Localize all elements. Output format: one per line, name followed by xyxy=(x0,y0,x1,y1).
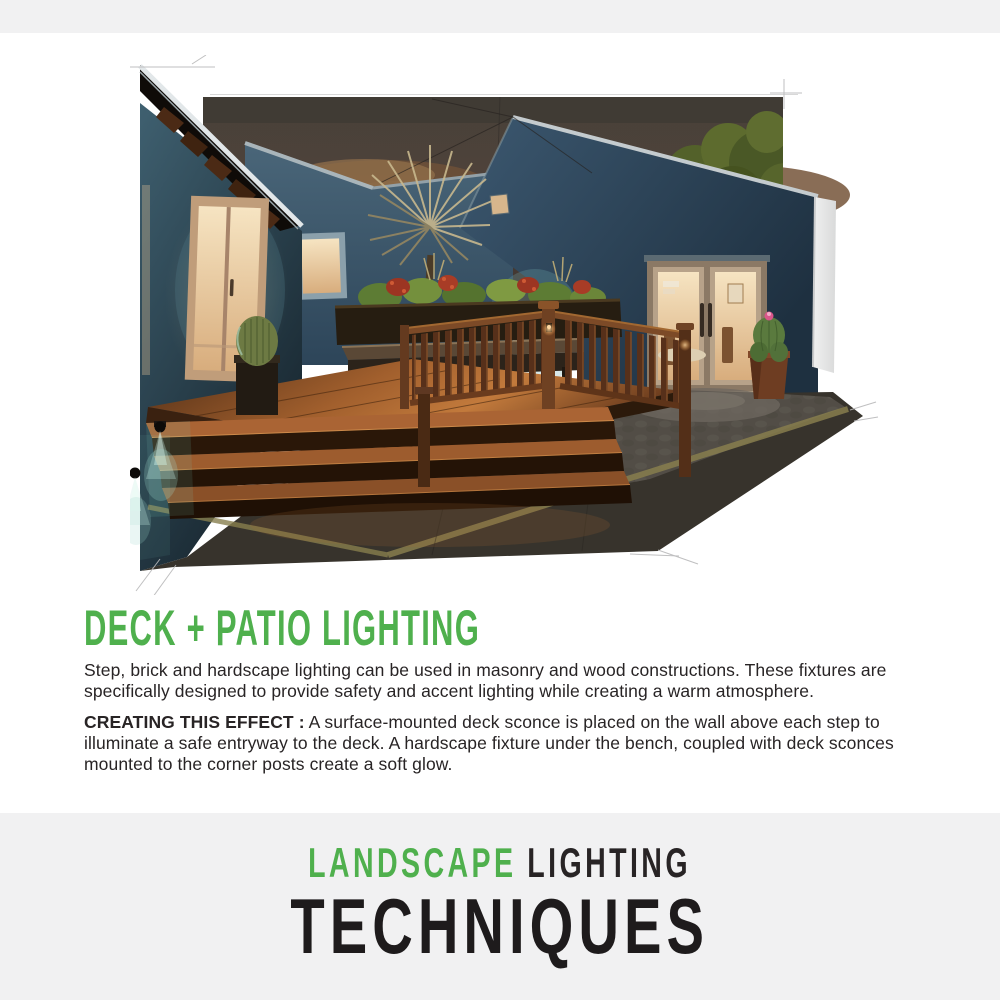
intro-paragraph: Step, brick and hardscape lighting can be used in masonry and wood constructions. These fixtures are specifically designed to provide safety and accent lighting while creating a warm atmosphere. xyxy=(84,660,887,701)
page-title: DECK + PATIO LIGHTING xyxy=(84,600,481,656)
brand-line xyxy=(0,839,1000,886)
hero-image xyxy=(130,55,890,595)
footer-brand-bar xyxy=(0,813,1000,1000)
lit-window xyxy=(295,232,347,300)
effect-label: CREATING THIS EFFECT : xyxy=(84,712,305,732)
door-handle xyxy=(708,303,712,337)
attic-window xyxy=(490,194,509,215)
top-gray-bar xyxy=(0,0,1000,33)
deck-sconce xyxy=(679,339,691,351)
effect-paragraph xyxy=(84,712,926,775)
side-panel xyxy=(813,197,836,373)
brand-lighting: LIGHTING xyxy=(527,839,692,886)
door-handle xyxy=(700,303,704,337)
brand-title-line xyxy=(0,882,1000,970)
effect-text: A surface-mounted deck sconce is placed on the wall above each step to illuminate a safe entryway to the deck. A hardscape fixture under the bench, coupled with deck sconces mounted to the corner posts create a soft glow. xyxy=(84,712,894,774)
deck-steps xyxy=(146,407,632,547)
brand-techniques: TECHNIQUES xyxy=(290,882,710,970)
brand-landscape: LANDSCAPE xyxy=(308,839,517,886)
potted-cactus xyxy=(234,316,280,415)
deck-sconce xyxy=(542,322,556,336)
